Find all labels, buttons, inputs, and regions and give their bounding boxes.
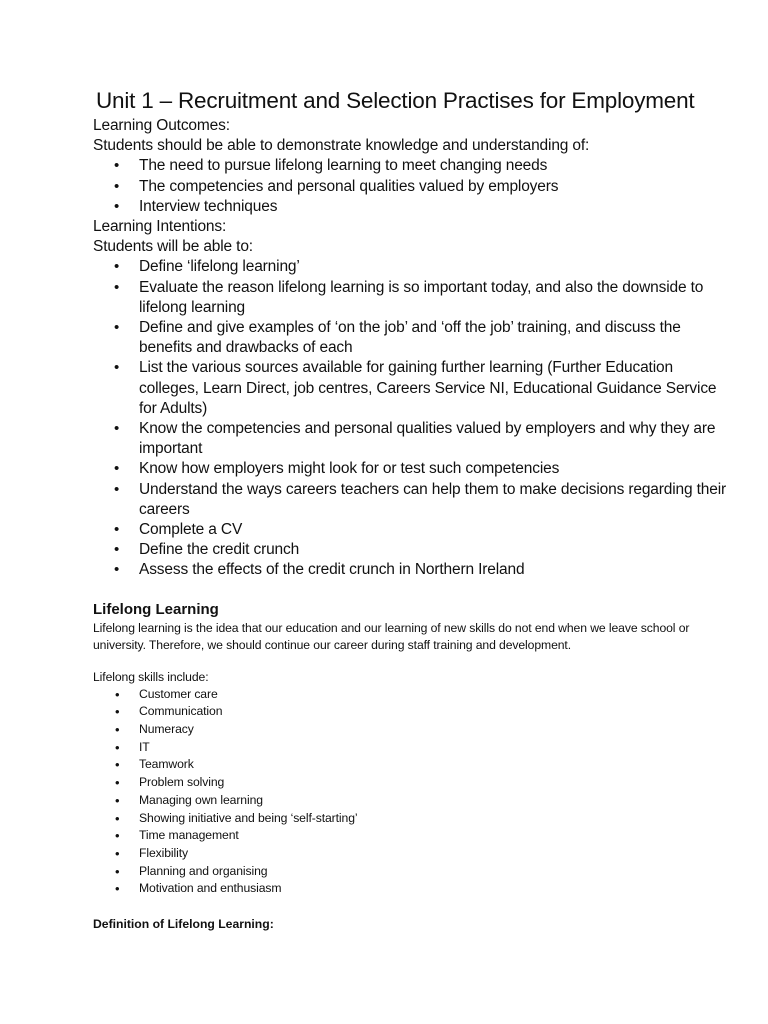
learning-intentions-heading: Learning Intentions: xyxy=(93,218,227,236)
lifelong-skills-list xyxy=(93,686,728,898)
list-item: • Numeracy xyxy=(93,721,728,739)
list-item: • Understand the ways careers teachers can help them to make decisions regarding their careers xyxy=(93,480,728,520)
learning-outcomes-intro: Students should be able to demonstrate knowledge and understanding of: xyxy=(93,137,590,155)
list-item: • Managing own learning xyxy=(93,792,728,810)
list-item: • Complete a CV xyxy=(93,520,728,540)
list-item: • Know how employers might look for or test such competencies xyxy=(93,459,728,479)
list-item: • Problem solving xyxy=(93,774,728,792)
list-item: • Define and give examples of ‘on the job’ and ‘off the job’ training, and discuss the benefits and drawbacks of each xyxy=(93,318,728,358)
list-item: • IT xyxy=(93,739,728,757)
list-item: • Flexibility xyxy=(93,845,728,863)
list-item: • Motivation and enthusiasm xyxy=(93,880,728,898)
list-item: • Evaluate the reason lifelong learning is so important today, and also the downside to lifelong learning xyxy=(93,278,728,318)
document-title: Unit 1 – Recruitment and Selection Practises for Employment xyxy=(96,88,695,113)
lifelong-learning-paragraph: Lifelong learning is the idea that our education and our learning of new skills do not end when we leave school or university. Therefore, we should continue our career during staff training and development. xyxy=(93,620,690,652)
definition-heading: Definition of Lifelong Learning: xyxy=(93,917,274,932)
spacer xyxy=(93,654,728,669)
list-item: • The competencies and personal qualities valued by employers xyxy=(93,177,728,197)
learning-intentions-intro: Students will be able to: xyxy=(93,238,253,256)
list-item: • Define the credit crunch xyxy=(93,540,728,560)
lifelong-skills-intro: Lifelong skills include: xyxy=(93,669,209,684)
list-item: • The need to pursue lifelong learning to meet changing needs xyxy=(93,156,728,176)
list-item: • Customer care xyxy=(93,686,728,704)
learning-outcomes-heading: Learning Outcomes: xyxy=(93,117,230,134)
learning-outcomes-section xyxy=(93,116,728,581)
list-item: • Communication xyxy=(93,703,728,721)
list-item: • Planning and organising xyxy=(93,863,728,881)
learning-outcomes-list xyxy=(93,156,728,217)
lifelong-learning-section xyxy=(93,620,728,898)
list-item: • List the various sources available for gaining further learning (Further Education colleges, Learn Direct, job centres, Careers Service NI, Educational Guidance Service for Adults) xyxy=(93,358,728,419)
learning-intentions-list xyxy=(93,257,728,580)
list-item: • Time management xyxy=(93,827,728,845)
list-item: • Define ‘lifelong learning’ xyxy=(93,257,728,277)
list-item: • Know the competencies and personal qualities valued by employers and why they are important xyxy=(93,419,728,459)
list-item: • Teamwork xyxy=(93,756,728,774)
list-item: • Interview techniques xyxy=(93,197,728,217)
list-item: • Assess the effects of the credit crunch in Northern Ireland xyxy=(93,560,728,580)
list-item: • Showing initiative and being ‘self-starting’ xyxy=(93,810,728,828)
lifelong-learning-heading: Lifelong Learning xyxy=(93,600,219,618)
